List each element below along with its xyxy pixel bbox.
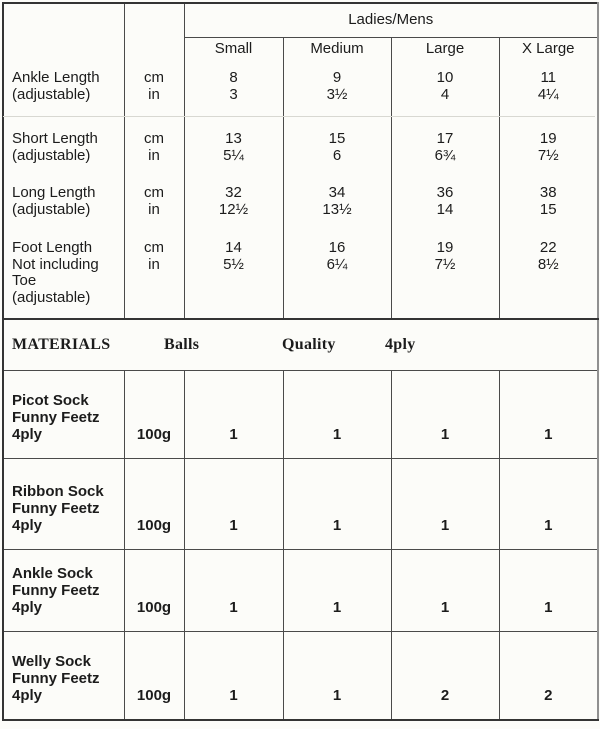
measurement-row-long-length bbox=[3, 175, 598, 230]
balls-count-cell: 2 bbox=[391, 632, 499, 720]
balls-count-cell: 1 bbox=[184, 550, 283, 632]
weight-cell: 100g bbox=[124, 550, 184, 632]
materials-band bbox=[3, 320, 598, 371]
measurement-row-short-length bbox=[3, 121, 598, 175]
materials-title: MATERIALS bbox=[12, 336, 111, 353]
value-cell: 9 3½ bbox=[283, 60, 391, 121]
unit-cell: cm in bbox=[124, 175, 184, 230]
value-cell: 38 15 bbox=[499, 175, 598, 230]
weight-cell: 100g bbox=[124, 459, 184, 550]
row-label: Long Length (adjustable) bbox=[3, 175, 124, 230]
materials-table bbox=[2, 320, 599, 721]
size-col-header-large: Large bbox=[391, 38, 499, 61]
value-cell: 10 4 bbox=[391, 60, 499, 121]
measurement-row-ankle-length bbox=[3, 60, 598, 121]
balls-count-cell: 1 bbox=[184, 459, 283, 550]
material-row-ribbon-sock bbox=[3, 459, 598, 550]
balls-label: Balls bbox=[164, 336, 200, 353]
row-label: Short Length (adjustable) bbox=[3, 121, 124, 175]
unit-cell: cm in bbox=[124, 121, 184, 175]
row-label: Foot Length Not including Toe (adjustable) bbox=[3, 230, 124, 319]
scan-artifact-line bbox=[3, 116, 595, 117]
corner-unit-cell bbox=[124, 3, 184, 60]
value-cell: 34 13½ bbox=[283, 175, 391, 230]
balls-count-cell: 1 bbox=[283, 550, 391, 632]
size-col-header-small: Small bbox=[184, 38, 283, 61]
weight-cell: 100g bbox=[124, 632, 184, 720]
unit-cell: cm in bbox=[124, 60, 184, 121]
balls-count-cell: 1 bbox=[184, 632, 283, 720]
value-cell: 22 8½ bbox=[499, 230, 598, 319]
balls-count-cell: 1 bbox=[391, 459, 499, 550]
material-row-welly-sock bbox=[3, 632, 598, 720]
value-cell: 36 14 bbox=[391, 175, 499, 230]
size-table bbox=[2, 2, 599, 320]
balls-count-cell: 1 bbox=[283, 371, 391, 459]
balls-count-cell: 1 bbox=[499, 459, 598, 550]
group-header: Ladies/Mens bbox=[184, 3, 598, 38]
balls-count-cell: 1 bbox=[184, 371, 283, 459]
quality-label: Quality bbox=[282, 336, 336, 353]
value-cell: 16 6¼ bbox=[283, 230, 391, 319]
quality-value: 4ply bbox=[385, 336, 416, 353]
group-header-row bbox=[3, 3, 598, 38]
balls-count-cell: 1 bbox=[283, 632, 391, 720]
materials-header-row bbox=[3, 320, 598, 371]
sock-label: Welly Sock Funny Feetz 4ply bbox=[3, 632, 124, 720]
value-cell: 17 6¾ bbox=[391, 121, 499, 175]
material-row-ankle-sock bbox=[3, 550, 598, 632]
value-cell: 14 5½ bbox=[184, 230, 283, 319]
balls-count-cell: 1 bbox=[391, 371, 499, 459]
material-row-picot-sock bbox=[3, 371, 598, 459]
value-cell: 19 7½ bbox=[391, 230, 499, 319]
value-cell: 15 6 bbox=[283, 121, 391, 175]
size-col-header-xlarge: X Large bbox=[499, 38, 598, 61]
balls-count-cell: 2 bbox=[499, 632, 598, 720]
value-cell: 32 12½ bbox=[184, 175, 283, 230]
balls-count-cell: 1 bbox=[499, 550, 598, 632]
row-label: Ankle Length (adjustable) bbox=[3, 60, 124, 121]
value-cell: 19 7½ bbox=[499, 121, 598, 175]
balls-count-cell: 1 bbox=[283, 459, 391, 550]
value-cell: 11 4¼ bbox=[499, 60, 598, 121]
measurement-row-foot-length bbox=[3, 230, 598, 319]
balls-count-cell: 1 bbox=[391, 550, 499, 632]
sock-label: Ribbon Sock Funny Feetz 4ply bbox=[3, 459, 124, 550]
sock-label: Picot Sock Funny Feetz 4ply bbox=[3, 371, 124, 459]
value-cell: 13 5¼ bbox=[184, 121, 283, 175]
size-col-header-medium: Medium bbox=[283, 38, 391, 61]
unit-cell: cm in bbox=[124, 230, 184, 319]
corner-label-cell bbox=[3, 3, 124, 60]
balls-count-cell: 1 bbox=[499, 371, 598, 459]
weight-cell: 100g bbox=[124, 371, 184, 459]
value-cell: 8 3 bbox=[184, 60, 283, 121]
sock-label: Ankle Sock Funny Feetz 4ply bbox=[3, 550, 124, 632]
